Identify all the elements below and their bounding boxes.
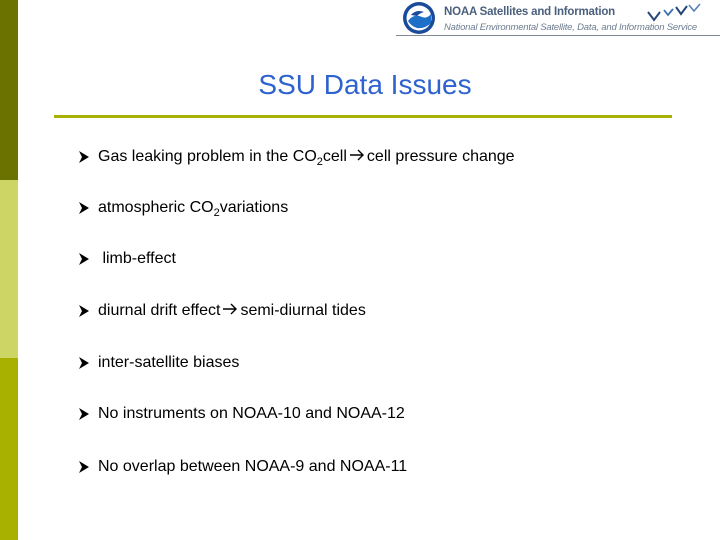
- bullet-item: [78, 456, 407, 478]
- right-arrow-icon: [349, 148, 365, 166]
- bullet-item: [78, 403, 405, 425]
- header-subtitle: National Environmental Satellite, Data, and Information Service: [444, 22, 698, 33]
- bullet-text: diurnal drift effect: [98, 302, 221, 319]
- bullet-text: No instruments on NOAA-10 and NOAA-12: [98, 405, 405, 422]
- arrowhead-bullet-icon: [78, 304, 92, 318]
- birds-logo: [646, 2, 702, 24]
- bullet-text: Gas leaking problem in the CO: [98, 148, 317, 165]
- arrowhead-bullet-icon: [78, 356, 92, 370]
- bullet-text: semi-diurnal tides: [240, 302, 366, 319]
- bullet-item: [78, 300, 366, 322]
- bullet-text: cell: [322, 148, 347, 165]
- sidebar-block-olive: [0, 358, 18, 540]
- header-title: NOAA Satellites and Information: [444, 6, 616, 18]
- bullet-text: cell pressure change: [366, 148, 515, 165]
- right-arrow-icon: [222, 302, 238, 320]
- arrowhead-bullet-icon: [78, 201, 92, 215]
- bullet-item: [78, 197, 288, 219]
- subscript: 2: [213, 207, 220, 219]
- noaa-header: [396, 0, 720, 38]
- bullet-text: limb-effect: [98, 250, 176, 267]
- header-divider: [396, 35, 720, 36]
- sidebar-block-light: [0, 180, 18, 358]
- title-rule: [54, 115, 672, 118]
- arrowhead-bullet-icon: [78, 252, 92, 266]
- bullet-item: [78, 248, 176, 270]
- arrowhead-bullet-icon: [78, 407, 92, 421]
- bullet-text: atmospheric CO: [98, 199, 214, 216]
- slide-title: SSU Data Issues: [258, 69, 472, 100]
- arrowhead-bullet-icon: [78, 460, 92, 474]
- bullet-text: variations: [219, 199, 289, 216]
- bullet-item: [78, 352, 239, 374]
- bullet-text: inter-satellite biases: [98, 354, 240, 371]
- bullet-text: No overlap between NOAA-9 and NOAA-11: [98, 458, 408, 475]
- subscript: 2: [316, 156, 323, 168]
- bullet-item: [78, 146, 515, 168]
- arrowhead-bullet-icon: [78, 150, 92, 164]
- noaa-logo: [402, 1, 436, 35]
